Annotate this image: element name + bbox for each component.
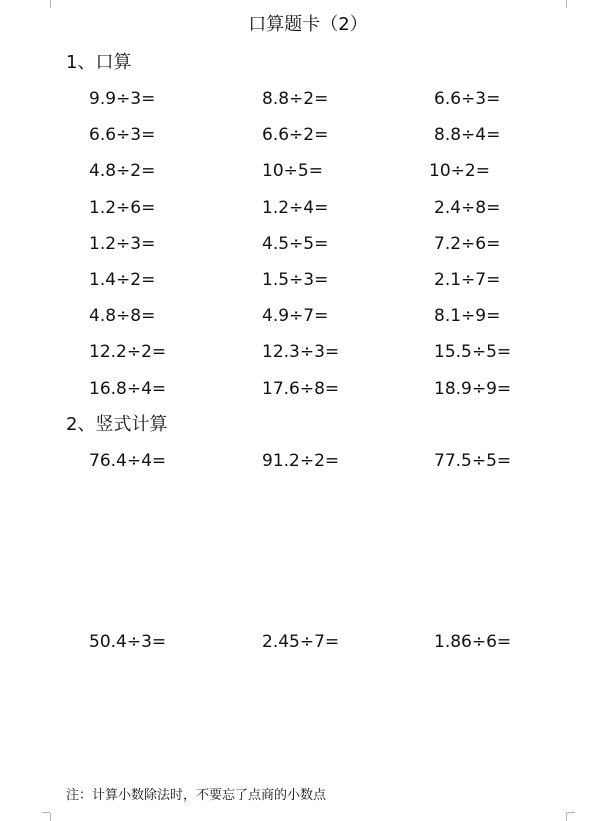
problem: 1.4÷2= bbox=[89, 269, 156, 290]
problem: 16.8÷4= bbox=[89, 378, 167, 399]
problem: 8.8÷2= bbox=[262, 89, 329, 109]
problem-row bbox=[0, 86, 616, 122]
problem: 10÷5= bbox=[262, 161, 323, 182]
problem: 18.9÷9= bbox=[434, 378, 512, 399]
problem: 9.9÷3= bbox=[89, 89, 156, 109]
crop-mark-bottom-left-vertical bbox=[50, 813, 51, 821]
crop-mark-bottom-right-vertical bbox=[566, 813, 567, 821]
problem: 91.2÷2= bbox=[262, 451, 340, 471]
problem: 15.5÷5= bbox=[434, 342, 512, 363]
problem: 76.4÷4= bbox=[89, 451, 167, 471]
problem-row bbox=[0, 195, 616, 231]
footnote: 注：计算小数除法时，不要忘了点商的小数点 bbox=[66, 788, 327, 803]
problem: 2.1÷7= bbox=[434, 269, 501, 290]
problem: 1.5÷3= bbox=[262, 269, 329, 290]
problem-row bbox=[0, 158, 616, 194]
problem: 1.2÷3= bbox=[89, 233, 156, 254]
crop-mark-bottom-right-horizontal bbox=[567, 812, 575, 813]
problem: 6.6÷3= bbox=[434, 89, 501, 109]
problem-row bbox=[0, 339, 616, 375]
problem: 12.2÷2= bbox=[89, 342, 167, 363]
vertical-calc-row-1 bbox=[0, 448, 616, 484]
problem: 2.45÷7= bbox=[262, 632, 340, 652]
problem: 12.3÷3= bbox=[262, 342, 340, 363]
problem: 1.86÷6= bbox=[434, 632, 512, 652]
problem-row bbox=[0, 122, 616, 158]
oral-problem-grid bbox=[0, 86, 616, 412]
problem: 7.2÷6= bbox=[434, 233, 501, 254]
problem: 6.6÷2= bbox=[262, 125, 329, 146]
problem-row bbox=[0, 231, 616, 267]
problem: 4.5÷5= bbox=[262, 233, 329, 254]
problem-row bbox=[0, 376, 616, 412]
problem: 1.2÷4= bbox=[262, 197, 329, 218]
problem: 17.6÷8= bbox=[262, 378, 340, 399]
section-heading-oral: 1、口算 bbox=[66, 52, 132, 73]
problem-row bbox=[0, 303, 616, 339]
vertical-calc-row-2 bbox=[0, 629, 616, 665]
problem: 8.8÷4= bbox=[434, 125, 501, 146]
crop-mark-top-left-vertical bbox=[50, 0, 51, 8]
crop-mark-top-right-vertical bbox=[566, 0, 567, 8]
problem-row bbox=[0, 629, 616, 665]
problem: 1.2÷6= bbox=[89, 197, 156, 218]
problem: 50.4÷3= bbox=[89, 632, 167, 652]
problem: 2.4÷8= bbox=[434, 197, 501, 218]
crop-mark-bottom-left-horizontal bbox=[42, 812, 50, 813]
problem: 8.1÷9= bbox=[434, 306, 501, 327]
problem: 4.8÷2= bbox=[89, 161, 156, 182]
page-title: 口算题卡（2） bbox=[248, 14, 368, 35]
problem: 4.9÷7= bbox=[262, 306, 329, 327]
problem-row bbox=[0, 448, 616, 484]
problem: 10÷2= bbox=[429, 161, 490, 182]
problem: 4.8÷8= bbox=[89, 306, 156, 327]
problem-row bbox=[0, 267, 616, 303]
section-heading-vertical-calc: 2、竖式计算 bbox=[66, 414, 168, 435]
problem: 77.5÷5= bbox=[434, 451, 512, 471]
problem: 6.6÷3= bbox=[89, 125, 156, 146]
